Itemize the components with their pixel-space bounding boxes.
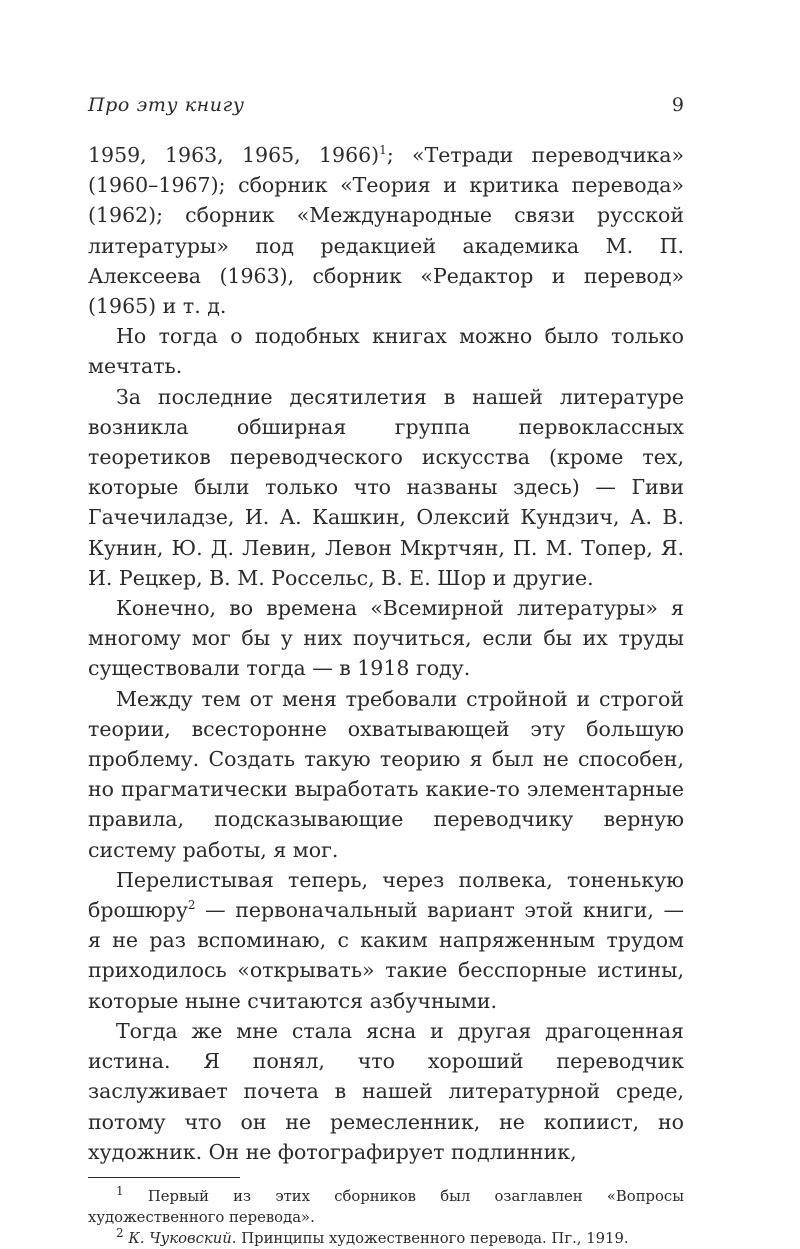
paragraph-2: Но тогда о подобных книгах можно было только мечтать. — [88, 324, 684, 379]
footnote-divider — [88, 1177, 240, 1178]
paragraph-6-text-after-note: — первоначальный вариант этой книги, — я не раз вспоминаю, с каким напряженным трудом приходилось «открывать» такие бесспорные истины, которые ныне считаются азбучными. — [88, 898, 684, 1013]
running-title: Про эту книгу — [88, 94, 245, 116]
paragraph-5: Между тем от меня требовали стройной и строгой теории, всесторонне охватывающей эту большую проблему. Создать такую теорию я был не способен, но прагматически выработать какие-то элементарные правила, подсказывающие переводчику верную систему работы, я мог. — [88, 686, 684, 862]
paragraph-6 — [88, 865, 684, 1016]
paragraph-1 — [88, 140, 684, 321]
footnote-1-text: Первый из этих сборников был озаглавлен «Вопросы художественного перевода». — [88, 1187, 684, 1226]
footnote-reference-2: 2 — [187, 898, 196, 913]
footnote-marker-1: 1 — [116, 1183, 124, 1198]
footnote-2 — [88, 1225, 684, 1249]
main-text — [88, 140, 684, 1167]
footnote-2-text: . Принципы художественного перевода. Пг., 1919. — [231, 1229, 629, 1247]
paragraph-1-text-after-note: ; «Тетради переводчика» (1960–1967); сборник «Теория и критика перевода» (1962); сборник «Международные связи русской литературы» под редакцией академика М. П. Алексеева (1963), сборник «Редактор и перевод» (1965) и т. д. — [88, 143, 685, 319]
footnote-2-author: К. Чуковский — [128, 1229, 232, 1247]
paragraph-3: За последние десятилетия в нашей литературе возникла обширная группа первоклассных теоретиков переводческого искусства (кроме тех, которые были только что названы здесь) — Гиви Гачечиладзе, И. А. Кашкин, Олексий Кундзич, А. В. Кунин, Ю. Д. Левин, Левон Мкртчян, П. М. Топер, Я. И. Рецкер, В. М. Россельс, В. Е. Шор и другие. — [88, 384, 684, 590]
paragraph-4: Конечно, во времена «Всемирной литературы» я многому мог бы у них поучиться, если бы их труды существовали тогда — в 1918 году. — [88, 596, 684, 681]
footnote-1 — [88, 1183, 684, 1228]
page-number: 9 — [671, 94, 684, 116]
paragraph-7: Тогда же мне стала ясна и другая драгоценная истина. Я понял, что хороший переводчик заслуживает почета в нашей литературной среде, потому что он не ремесленник, не копиист, но художник. Он не фотографирует подлинник, — [88, 1018, 684, 1164]
paragraph-6-text-before-note: Перелистывая теперь, через полвека, тоненькую брошюру — [88, 867, 684, 923]
footnotes — [88, 1183, 684, 1249]
paragraph-1-text-before-note: 1959, 1963, 1965, 1966) — [88, 143, 380, 167]
footnote-reference-1: 1 — [379, 143, 387, 158]
book-page — [88, 92, 684, 1249]
running-head — [88, 92, 684, 126]
footnote-marker-2: 2 — [116, 1225, 124, 1240]
